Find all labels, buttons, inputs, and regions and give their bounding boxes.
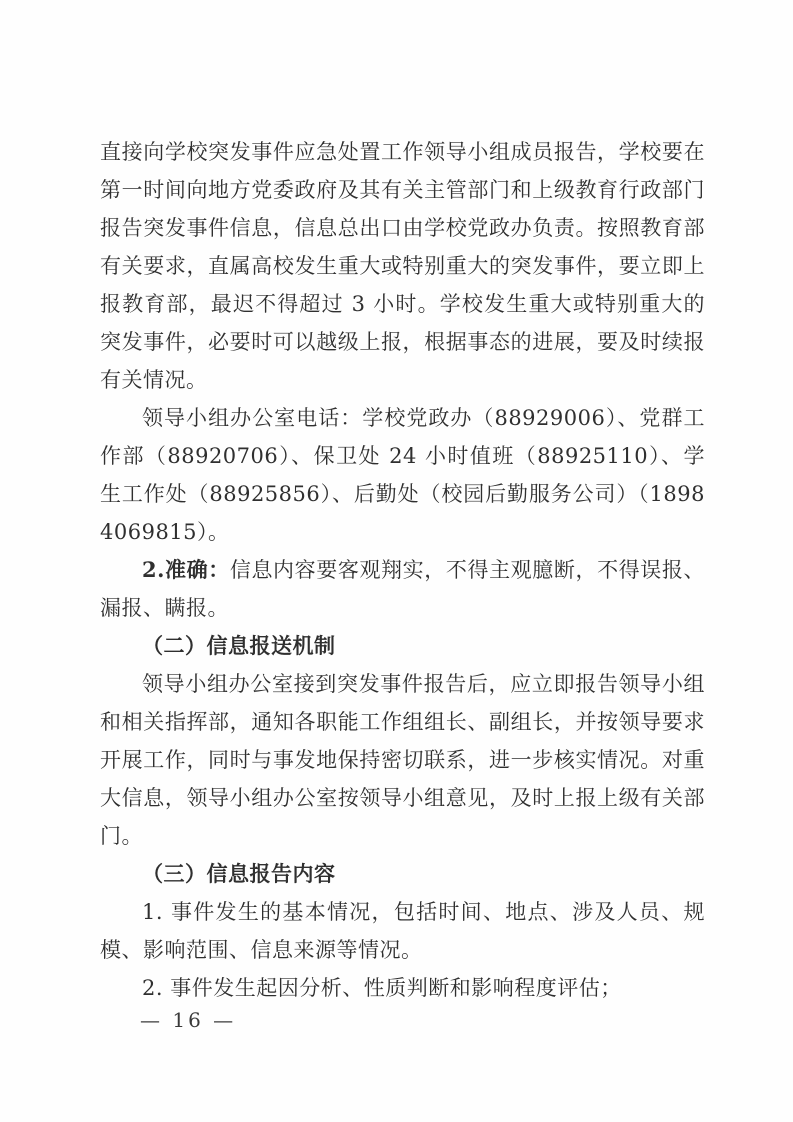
paragraph-accuracy xyxy=(100,551,705,627)
section-heading-report-content: （三）信息报告内容 xyxy=(142,861,336,886)
paragraph-mechanism: 领导小组办公室接到突发事件报告后，应立即报告领导小组和相关指挥部，通知各职能工作组组长、副组长，并按领导要求开展工作，同时与事发地保持密切联系，进一步核实情况。对重大信息，领导小组办公室按领导小组意见，及时上报上级有关部门。 xyxy=(100,672,705,848)
section-heading-information-submission: （二）信息报送机制 xyxy=(142,633,336,658)
paragraph-report-item-1: 1. 事件发生的基本情况，包括时间、地点、涉及人员、规模、影响范围、信息来源等情况。 xyxy=(100,900,705,962)
paragraph-contact-phones: 领导小组办公室电话：学校党政办（88929006）、党群工作部（88920706）、保卫处 24 小时值班（88925110）、学生工作处（88925856）、后勤处（校园后勤服务公司）（18984069815）。 xyxy=(100,406,705,544)
paragraph-accuracy-text: 信息内容要客观翔实，不得主观臆断，不得误报、漏报、瞒报。 xyxy=(100,558,705,620)
paragraph-report-item-2: 2. 事件发生起因分析、性质判断和影响程度评估； xyxy=(142,976,622,1000)
paragraph-continuation: 直接向学校突发事件应急处置工作领导小组成员报告，学校要在第一时间向地方党委政府及其有关主管部门和上级教育行政部门报告突发事件信息，信息总出口由学校党政办负责。按照教育部有关要求，直属高校发生重大或特别重大的突发事件，要立即上报教育部，最迟不得超过 3 小时。学校发生重大或特别重大的突发事件，必要时可以越级上报，根据事态的进展，要及时续报有关情况。 xyxy=(100,140,705,392)
paragraph-accuracy-lead: 2.准确： xyxy=(142,557,230,582)
page-number: — 16 — xyxy=(140,1008,237,1032)
document-body xyxy=(100,133,705,1007)
